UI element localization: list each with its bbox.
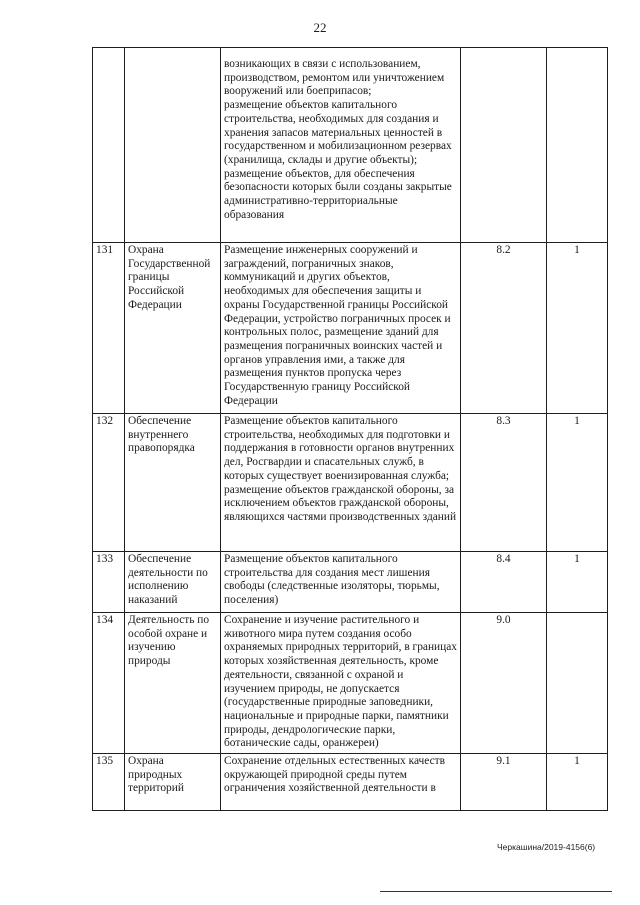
row-code-cell: 9.1	[461, 754, 547, 811]
description-line: Размещение объектов капитального строительства для создания мест лишения свободы (следственные изоляторы, тюрьмы, поселения)	[224, 553, 440, 607]
document-reference: Черкашина/2019-4156(6)	[497, 842, 596, 852]
description-line: размещение объектов гражданской обороны, за исключением объектов гражданской обороны, являющихся частями производственных зданий	[224, 483, 457, 523]
row-description-cell	[221, 48, 461, 243]
description-line: возникающих в связи с использованием, производством, ремонтом или уничтожением вооружений или боеприпасов;	[224, 58, 445, 98]
row-name-cell: Обеспечение деятельности по исполнению наказаний	[125, 552, 221, 613]
row-description-cell	[221, 613, 461, 754]
row-value-cell: 1	[547, 552, 608, 613]
row-name-cell: Обеспечение внутреннего правопорядка	[125, 414, 221, 552]
row-name-cell: Охрана природных территорий	[125, 754, 221, 811]
row-number-cell: 132	[93, 414, 125, 552]
row-value-cell: 1	[547, 414, 608, 552]
row-number-cell	[93, 48, 125, 243]
row-description-cell	[221, 243, 461, 414]
row-code-cell: 8.2	[461, 243, 547, 414]
row-code-cell: 8.4	[461, 552, 547, 613]
description-line: Сохранение и изучение растительного и животного мира путем создания особо охраняемых природных территорий, в границах которых хозяйственная деятельность, кроме деятельности, связанной с охраной и изучением природы, не допускается (государственные природные заповедники, национальные и природные парки, памятники природы, дендрологические парки, ботанические сады, оранжереи)	[224, 614, 458, 750]
row-number-cell: 133	[93, 552, 125, 613]
row-value-cell: 1	[547, 243, 608, 414]
table-row	[93, 414, 608, 552]
table-row-continuation	[93, 48, 608, 243]
land-use-table	[92, 47, 608, 811]
table-row	[93, 754, 608, 811]
description-line: Сохранение отдельных естественных качеств окружающей природной среды путем ограничения хозяйственной деятельности в	[224, 755, 446, 795]
description-line: размещение объектов, для обеспечения безопасности которых были созданы закрытые административно-территориальные образования	[224, 167, 452, 221]
row-value-cell	[547, 613, 608, 754]
row-number-cell: 131	[93, 243, 125, 414]
row-code-cell: 8.3	[461, 414, 547, 552]
row-name-cell: Охрана Государственной границы Российской Федерации	[125, 243, 221, 414]
row-value-cell: 1	[547, 754, 608, 811]
row-code-cell: 9.0	[461, 613, 547, 754]
row-description-cell	[221, 552, 461, 613]
row-description-cell	[221, 414, 461, 552]
description-line: Размещение объектов капитального строительства, необходимых для подготовки и поддержания в готовности органов внутренних дел, Росгвардии и спасательных служб, в которых существует военизированная служба;	[224, 415, 455, 482]
table-row	[93, 552, 608, 613]
table-row	[93, 243, 608, 414]
row-number-cell: 135	[93, 754, 125, 811]
description-line: Размещение инженерных сооружений и заграждений, пограничных знаков, коммуникаций и других объектов, необходимых для обеспечения защиты и охраны Государственной границы Российской Федерации, устройство пограничных просек и контрольных полос, размещение зданий для размещения пограничных воинских частей и органов управления ими, а также для размещения пунктов пропуска через Государственную границу Российской Федерации	[224, 244, 451, 407]
row-name-cell	[125, 48, 221, 243]
page-number: 22	[313, 20, 327, 35]
row-code-cell	[461, 48, 547, 243]
row-name-cell: Деятельность по особой охране и изучению природы	[125, 613, 221, 754]
table-row	[93, 613, 608, 754]
description-line: размещение объектов капитального строительства, необходимых для создания и хранения запасов материальных ценностей в государственном и мобилизационном резервах (хранилища, склады и другие объекты);	[224, 99, 452, 166]
footer-divider	[380, 891, 612, 892]
row-value-cell	[547, 48, 608, 243]
row-description-cell	[221, 754, 461, 811]
row-number-cell: 134	[93, 613, 125, 754]
